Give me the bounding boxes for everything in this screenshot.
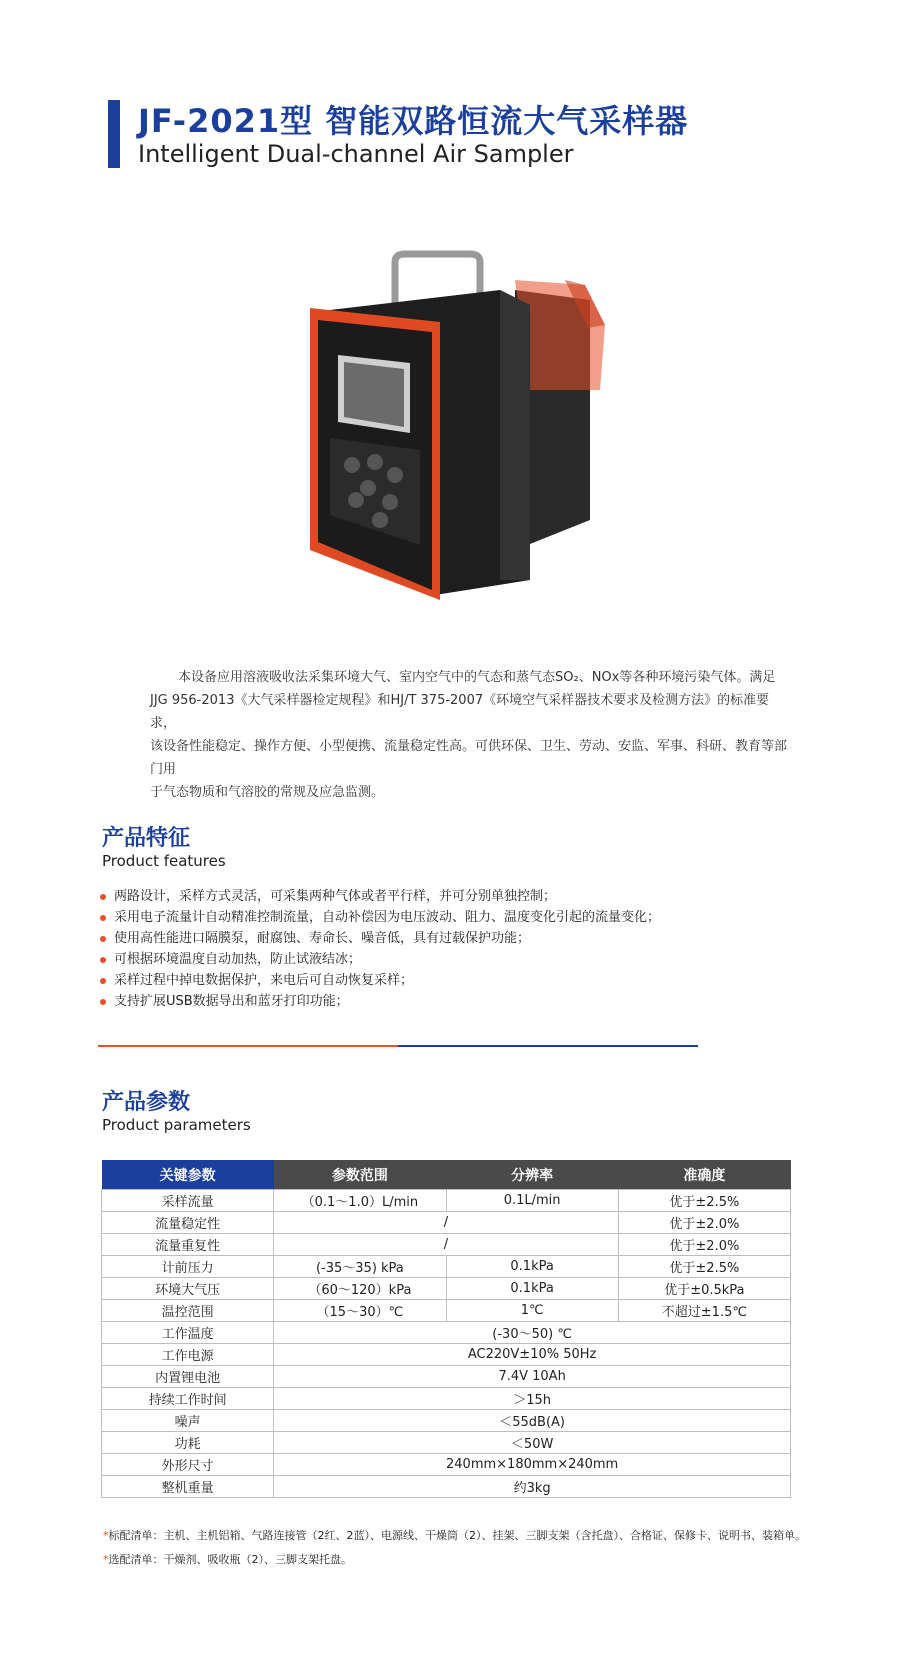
table-row	[102, 1388, 791, 1410]
asterisk-icon: *	[103, 1529, 109, 1542]
param-name: 环境大气压	[102, 1278, 274, 1300]
param-range: /	[274, 1212, 619, 1234]
param-accuracy: 优于±2.5%	[618, 1256, 790, 1278]
features-list	[100, 886, 660, 1012]
param-range: （15～30）℃	[274, 1300, 446, 1322]
feature-item: 采用电子流量计自动精准控制流量，自动补偿因为电压波动、阻力、温度变化引起的流量变化；	[100, 907, 660, 928]
bullet-icon	[100, 894, 106, 900]
param-value: ＜55dB(A)	[274, 1410, 791, 1432]
param-name: 噪声	[102, 1410, 274, 1432]
table-row	[102, 1410, 791, 1432]
params-title: 产品参数	[102, 1090, 191, 1115]
standard-list-note: *标配清单：主机、主机铝箱、气路连接管（2红、2蓝）、电源线、干燥筒（2）、挂架、三脚支架（含托盘）、合格证、保修卡、说明书、装箱单。	[103, 1529, 806, 1542]
param-name: 持续工作时间	[102, 1388, 274, 1410]
table-row	[102, 1234, 791, 1256]
header-cell: 关键参数	[102, 1160, 274, 1190]
param-resolution: 0.1L/min	[446, 1190, 618, 1212]
feature-item: 可根据环境温度自动加热，防止试液结冰；	[100, 949, 660, 970]
param-value: (-30～50) ℃	[274, 1322, 791, 1344]
intro-paragraph	[150, 666, 790, 804]
bullet-icon	[100, 915, 106, 921]
param-value: 7.4V 10Ah	[274, 1366, 791, 1388]
param-value: 约3kg	[274, 1476, 791, 1498]
table-row	[102, 1344, 791, 1366]
intro-line: JJG 956-2013《大气采样器检定规程》和HJ/T 375-2007《环境空气采样器技术要求及检测方法》的标准要求，	[150, 693, 770, 731]
param-accuracy: 优于±2.0%	[618, 1234, 790, 1256]
table-row	[102, 1366, 791, 1388]
feature-item: 两路设计，采样方式灵活，可采集两种气体或者平行样，并可分别单独控制；	[100, 886, 660, 907]
page-title: JF-2021型 智能双路恒流大气采样器	[138, 102, 689, 140]
product-image	[300, 250, 620, 620]
param-name: 外形尺寸	[102, 1454, 274, 1476]
title-accent-bar	[108, 100, 120, 168]
param-name: 工作电源	[102, 1344, 274, 1366]
param-name: 计前压力	[102, 1256, 274, 1278]
table-row	[102, 1300, 791, 1322]
params-subtitle: Product parameters	[102, 1116, 251, 1134]
params-table	[101, 1160, 791, 1498]
param-accuracy: 不超过±1.5℃	[618, 1300, 790, 1322]
param-accuracy: 优于±0.5kPa	[618, 1278, 790, 1300]
intro-line: 本设备应用溶液吸收法采集环境大气、室内空气中的气态和蒸气态SO₂、NOx等各种环境污染气体。满足	[178, 670, 776, 685]
table-row	[102, 1212, 791, 1234]
param-range: /	[274, 1234, 619, 1256]
param-accuracy: 优于±2.5%	[618, 1190, 790, 1212]
table-row	[102, 1322, 791, 1344]
asterisk-icon: *	[103, 1553, 109, 1566]
bullet-icon	[100, 999, 106, 1005]
param-name: 功耗	[102, 1432, 274, 1454]
param-name: 流量重复性	[102, 1234, 274, 1256]
bullet-icon	[100, 936, 106, 942]
bullet-icon	[100, 978, 106, 984]
header-cell: 准确度	[618, 1160, 790, 1190]
header-cell: 分辨率	[446, 1160, 618, 1190]
notes	[103, 1524, 806, 1572]
param-name: 流量稳定性	[102, 1212, 274, 1234]
table-header-row	[102, 1160, 791, 1190]
param-name: 温控范围	[102, 1300, 274, 1322]
table-row	[102, 1476, 791, 1498]
param-value: AC220V±10% 50Hz	[274, 1344, 791, 1366]
param-range: （60～120）kPa	[274, 1278, 446, 1300]
param-range: (-35～35) kPa	[274, 1256, 446, 1278]
param-range: （0.1～1.0）L/min	[274, 1190, 446, 1212]
param-resolution: 1℃	[446, 1300, 618, 1322]
table-row	[102, 1190, 791, 1212]
features-title: 产品特征	[102, 826, 191, 851]
intro-line: 于气态物质和气溶胶的常规及应急监测。	[150, 785, 385, 800]
header-cell: 参数范围	[274, 1160, 446, 1190]
param-value: 240mm×180mm×240mm	[274, 1454, 791, 1476]
section-divider	[98, 1045, 698, 1047]
table-row	[102, 1454, 791, 1476]
param-value: ＞15h	[274, 1388, 791, 1410]
table-row	[102, 1256, 791, 1278]
param-resolution: 0.1kPa	[446, 1256, 618, 1278]
param-name: 工作温度	[102, 1322, 274, 1344]
bullet-icon	[100, 957, 106, 963]
features-subtitle: Product features	[102, 852, 226, 870]
feature-item: 支持扩展USB数据导出和蓝牙打印功能；	[100, 991, 660, 1012]
param-accuracy: 优于±2.0%	[618, 1212, 790, 1234]
optional-list-note: *选配清单：干燥剂、吸收瓶（2）、三脚支架托盘。	[103, 1553, 352, 1566]
feature-item: 采样过程中掉电数据保护，来电后可自动恢复采样；	[100, 970, 660, 991]
param-value: ＜50W	[274, 1432, 791, 1454]
table-row	[102, 1432, 791, 1454]
param-name: 采样流量	[102, 1190, 274, 1212]
feature-item: 使用高性能进口隔膜泵，耐腐蚀、寿命长、噪音低，具有过载保护功能；	[100, 928, 660, 949]
param-name: 整机重量	[102, 1476, 274, 1498]
intro-line: 该设备性能稳定、操作方便、小型便携、流量稳定性高。可供环保、卫生、劳动、安监、军事、科研、教育等部门用	[150, 739, 788, 777]
page-subtitle: Intelligent Dual-channel Air Sampler	[138, 140, 574, 168]
param-resolution: 0.1kPa	[446, 1278, 618, 1300]
param-name: 内置锂电池	[102, 1366, 274, 1388]
table-row	[102, 1278, 791, 1300]
